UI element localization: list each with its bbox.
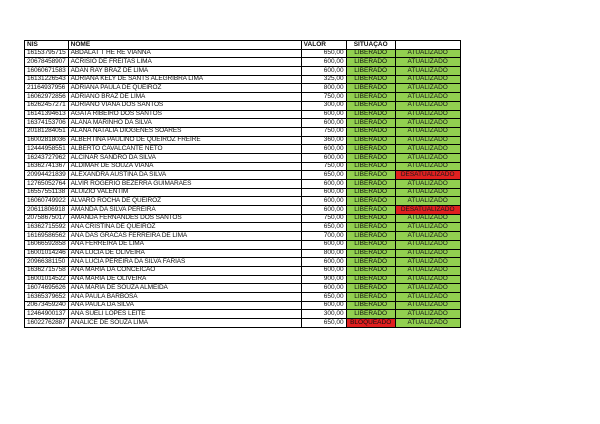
nis-cell: 12464900137 — [25, 310, 69, 319]
table-row — [25, 266, 461, 275]
valor-cell: 750,00 — [301, 162, 346, 171]
table-row — [25, 284, 461, 293]
table-row — [25, 119, 461, 128]
status-cell: ATUALIZADO — [395, 49, 460, 58]
valor-cell: 300,00 — [301, 101, 346, 110]
nome-cell: ANA SUELI LOPES LEITE — [68, 310, 301, 319]
nis-cell: 16365379652 — [25, 292, 69, 301]
valor-cell: 650,00 — [301, 223, 346, 232]
status-cell: DESATUALIZADO — [395, 206, 460, 215]
table-row — [25, 188, 461, 197]
nis-cell: 20758675017 — [25, 214, 69, 223]
status-cell: ATUALIZADO — [395, 197, 460, 206]
table-row — [25, 93, 461, 102]
nome-cell: ANA LUCIA DE OLIVEIRA — [68, 249, 301, 258]
valor-cell: 325,00 — [301, 75, 346, 84]
header-valor: VALOR — [301, 41, 346, 50]
nome-cell: ANA LUCIA PEREIRA DA SILVA FARIAS — [68, 258, 301, 267]
situacao-cell: LIBERADO — [346, 67, 395, 76]
status-cell: ATUALIZADO — [395, 188, 460, 197]
valor-cell: 800,00 — [301, 84, 346, 93]
table-row — [25, 310, 461, 319]
situacao-cell: LIBERADO — [346, 171, 395, 180]
nome-cell: AMANDA DA SILVA PEREIRA — [68, 206, 301, 215]
status-cell: ATUALIZADO — [395, 240, 460, 249]
header-situacao: SITUAÇÃO — [346, 41, 395, 50]
nome-cell: ANA FERREIRA DE LIMA — [68, 240, 301, 249]
situacao-cell: BLOQUEADO — [346, 319, 395, 328]
status-cell: ATUALIZADO — [395, 258, 460, 267]
nome-cell: ALCINAR SANDRO DA SILVA — [68, 153, 301, 162]
status-cell: ATUALIZADO — [395, 84, 460, 93]
situacao-cell: LIBERADO — [346, 310, 395, 319]
nis-cell: 16243727962 — [25, 153, 69, 162]
nome-cell: ANA PAULA BARBOSA — [68, 292, 301, 301]
situacao-cell: LIBERADO — [346, 75, 395, 84]
table-row — [25, 214, 461, 223]
status-cell: ATUALIZADO — [395, 284, 460, 293]
nis-cell: 16141394613 — [25, 110, 69, 119]
nome-cell: ALEXANDRA AUSTINA DA SILVA — [68, 171, 301, 180]
valor-cell: 600,00 — [301, 188, 346, 197]
nis-cell: 16060749922 — [25, 197, 69, 206]
valor-cell: 750,00 — [301, 93, 346, 102]
table-row — [25, 162, 461, 171]
nome-cell: AGATA RIBEIRO DOS SANTOS — [68, 110, 301, 119]
status-cell: DESATUALIZADO — [395, 171, 460, 180]
nome-cell: ANA MARIA DE SOUZA ALMEIDA — [68, 284, 301, 293]
table-row — [25, 84, 461, 93]
status-cell: ATUALIZADO — [395, 145, 460, 154]
nis-cell: 16557551138 — [25, 188, 69, 197]
status-cell: ATUALIZADO — [395, 310, 460, 319]
status-cell: ATUALIZADO — [395, 119, 460, 128]
status-cell: ATUALIZADO — [395, 232, 460, 241]
status-cell: ATUALIZADO — [395, 319, 460, 328]
table-row — [25, 75, 461, 84]
header-row — [25, 41, 461, 50]
valor-cell: 600,00 — [301, 258, 346, 267]
situacao-cell: LIBERADO — [346, 49, 395, 58]
situacao-cell: LIBERADO — [346, 162, 395, 171]
nis-cell: 16169586562 — [25, 232, 69, 241]
situacao-cell: LIBERADO — [346, 58, 395, 67]
table-row — [25, 206, 461, 215]
nis-cell: 20611806918 — [25, 206, 69, 215]
valor-cell: 600,00 — [301, 240, 346, 249]
status-cell: ATUALIZADO — [395, 127, 460, 136]
nis-cell: 16362715758 — [25, 266, 69, 275]
valor-cell: 750,00 — [301, 127, 346, 136]
table-row — [25, 223, 461, 232]
nis-cell: 20966381150 — [25, 258, 69, 267]
status-cell: ATUALIZADO — [395, 75, 460, 84]
status-cell: ATUALIZADO — [395, 162, 460, 171]
situacao-cell: LIBERADO — [346, 223, 395, 232]
valor-cell: 600,00 — [301, 58, 346, 67]
status-cell: ATUALIZADO — [395, 214, 460, 223]
valor-cell: 700,00 — [301, 232, 346, 241]
nis-cell: 21164937956 — [25, 84, 69, 93]
nis-cell: 20181284051 — [25, 127, 69, 136]
status-cell: ATUALIZADO — [395, 101, 460, 110]
valor-cell: 600,00 — [301, 206, 346, 215]
situacao-cell: LIBERADO — [346, 232, 395, 241]
nome-cell: ANA PAULA DA SILVA — [68, 301, 301, 310]
nis-cell: 20673459240 — [25, 301, 69, 310]
nis-cell: 16153795715 — [25, 49, 69, 58]
status-cell: ATUALIZADO — [395, 301, 460, 310]
nome-cell: ADRIANA PAULA DE QUEIROZ — [68, 84, 301, 93]
situacao-cell: LIBERADO — [346, 240, 395, 249]
nome-cell: ADRIANO BRAZ DE LIMA — [68, 93, 301, 102]
situacao-cell: LIBERADO — [346, 214, 395, 223]
nome-cell: ALANA NATALIA DIOGENES SOARES — [68, 127, 301, 136]
table-row — [25, 67, 461, 76]
table-row — [25, 292, 461, 301]
table-row — [25, 180, 461, 189]
situacao-cell: LIBERADO — [346, 110, 395, 119]
situacao-cell: LIBERADO — [346, 275, 395, 284]
table-body — [25, 49, 461, 327]
status-cell: ATUALIZADO — [395, 223, 460, 232]
valor-cell: 650,00 — [301, 171, 346, 180]
nis-cell: 16074695626 — [25, 284, 69, 293]
nome-cell: ADRIANA KELY DE SANTS ALEGRIBRA LIMA — [68, 75, 301, 84]
nome-cell: ALUIZIO VALENTIM — [68, 188, 301, 197]
valor-cell: 650,00 — [301, 49, 346, 58]
valor-cell: 600,00 — [301, 284, 346, 293]
status-cell: ATUALIZADO — [395, 249, 460, 258]
valor-cell: 600,00 — [301, 110, 346, 119]
nis-cell: 16002818036 — [25, 136, 69, 145]
table-row — [25, 249, 461, 258]
valor-cell: 600,00 — [301, 119, 346, 128]
situacao-cell: LIBERADO — [346, 180, 395, 189]
status-cell: ATUALIZADO — [395, 67, 460, 76]
nis-cell: 16022762887 — [25, 319, 69, 328]
table-row — [25, 171, 461, 180]
nome-cell: ADRIANO VIANA DOS SANTOS — [68, 101, 301, 110]
situacao-cell: LIBERADO — [346, 101, 395, 110]
situacao-cell: LIBERADO — [346, 84, 395, 93]
nome-cell: AMANDA FERNANDES DOS SANTOS — [68, 214, 301, 223]
valor-cell: 650,00 — [301, 319, 346, 328]
status-cell: ATUALIZADO — [395, 292, 460, 301]
valor-cell: 800,00 — [301, 249, 346, 258]
nome-cell: ABDALAT T HE RE VIANNA — [68, 49, 301, 58]
status-cell: ATUALIZADO — [395, 153, 460, 162]
nome-cell: ANA MARIA DE OLIVEIRA — [68, 275, 301, 284]
nis-cell: 16001014246 — [25, 249, 69, 258]
nis-cell: 16374153706 — [25, 119, 69, 128]
situacao-cell: LIBERADO — [346, 127, 395, 136]
table-row — [25, 197, 461, 206]
situacao-cell: LIBERADO — [346, 153, 395, 162]
table-row — [25, 240, 461, 249]
valor-cell: 750,00 — [301, 214, 346, 223]
table-row — [25, 232, 461, 241]
table-row — [25, 275, 461, 284]
nome-cell: ALDIMAR DE SOUZA VIANA — [68, 162, 301, 171]
nis-cell: 12444958551 — [25, 145, 69, 154]
situacao-cell: LIBERADO — [346, 284, 395, 293]
nis-cell: 16060671583 — [25, 67, 69, 76]
situacao-cell: LIBERADO — [346, 197, 395, 206]
table-row — [25, 101, 461, 110]
valor-cell: 600,00 — [301, 67, 346, 76]
valor-cell: 300,00 — [301, 310, 346, 319]
nis-cell: 16262457271 — [25, 101, 69, 110]
table-row — [25, 145, 461, 154]
valor-cell: 600,00 — [301, 301, 346, 310]
nis-cell: 16001014522 — [25, 275, 69, 284]
nome-cell: ALBERTO CAVALCANTE NETO — [68, 145, 301, 154]
table-row — [25, 58, 461, 67]
table-row — [25, 110, 461, 119]
nis-cell: 16062972856 — [25, 93, 69, 102]
situacao-cell: LIBERADO — [346, 249, 395, 258]
nome-cell: ADAN RAY BRAZ DE LIMA — [68, 67, 301, 76]
header-nome: NOME — [68, 41, 301, 50]
situacao-cell: LIBERADO — [346, 266, 395, 275]
situacao-cell: LIBERADO — [346, 188, 395, 197]
nis-cell: 16362715592 — [25, 223, 69, 232]
nome-cell: ACRISIO DE FREITAS LIMA — [68, 58, 301, 67]
table-row — [25, 49, 461, 58]
valor-cell: 650,00 — [301, 292, 346, 301]
nis-cell: 20678458907 — [25, 58, 69, 67]
valor-cell: 600,00 — [301, 180, 346, 189]
situacao-cell: LIBERADO — [346, 206, 395, 215]
nome-cell: ANA CRISTINA DE QUEIROZ — [68, 223, 301, 232]
nis-cell: 16066592858 — [25, 240, 69, 249]
nis-cell: 12765052764 — [25, 180, 69, 189]
status-cell: ATUALIZADO — [395, 136, 460, 145]
situacao-cell: LIBERADO — [346, 258, 395, 267]
situacao-cell: LIBERADO — [346, 136, 395, 145]
status-cell: ATUALIZADO — [395, 275, 460, 284]
situacao-cell: LIBERADO — [346, 301, 395, 310]
nis-cell: 16131226543 — [25, 75, 69, 84]
situacao-cell: LIBERADO — [346, 119, 395, 128]
nis-cell: 16362741367 — [25, 162, 69, 171]
status-cell: ATUALIZADO — [395, 180, 460, 189]
situacao-cell: LIBERADO — [346, 145, 395, 154]
status-cell: ATUALIZADO — [395, 110, 460, 119]
valor-cell: 900,00 — [301, 275, 346, 284]
nome-cell: ANA DAS GRACAS FERREIRA DE LIMA — [68, 232, 301, 241]
header-nis: NIS — [25, 41, 69, 50]
table-row — [25, 301, 461, 310]
nome-cell: ALANA MARINHO DA SILVA — [68, 119, 301, 128]
status-cell: ATUALIZADO — [395, 58, 460, 67]
table-row — [25, 319, 461, 328]
nome-cell: ANA MARIA DA CONCEICAO — [68, 266, 301, 275]
situacao-cell: LIBERADO — [346, 292, 395, 301]
table-row — [25, 258, 461, 267]
valor-cell: 600,00 — [301, 266, 346, 275]
table-row — [25, 127, 461, 136]
situacao-cell: LIBERADO — [346, 93, 395, 102]
nome-cell: ALVIR ROGERIO BEZERRA GUIMARAES — [68, 180, 301, 189]
valor-cell: 600,00 — [301, 145, 346, 154]
valor-cell: 360,00 — [301, 136, 346, 145]
nis-cell: 20994421839 — [25, 171, 69, 180]
nome-cell: ALVARO ROCHA DE QUEIROZ — [68, 197, 301, 206]
header-status — [395, 41, 460, 50]
valor-cell: 600,00 — [301, 153, 346, 162]
status-cell: ATUALIZADO — [395, 93, 460, 102]
valor-cell: 600,00 — [301, 197, 346, 206]
table-row — [25, 136, 461, 145]
nome-cell: ANALICE DE SOUZA LIMA — [68, 319, 301, 328]
nome-cell: ALBERTINA PAULINO DE QUEIROZ FREIRE — [68, 136, 301, 145]
beneficiary-table — [24, 40, 461, 328]
status-cell: ATUALIZADO — [395, 266, 460, 275]
table-row — [25, 153, 461, 162]
